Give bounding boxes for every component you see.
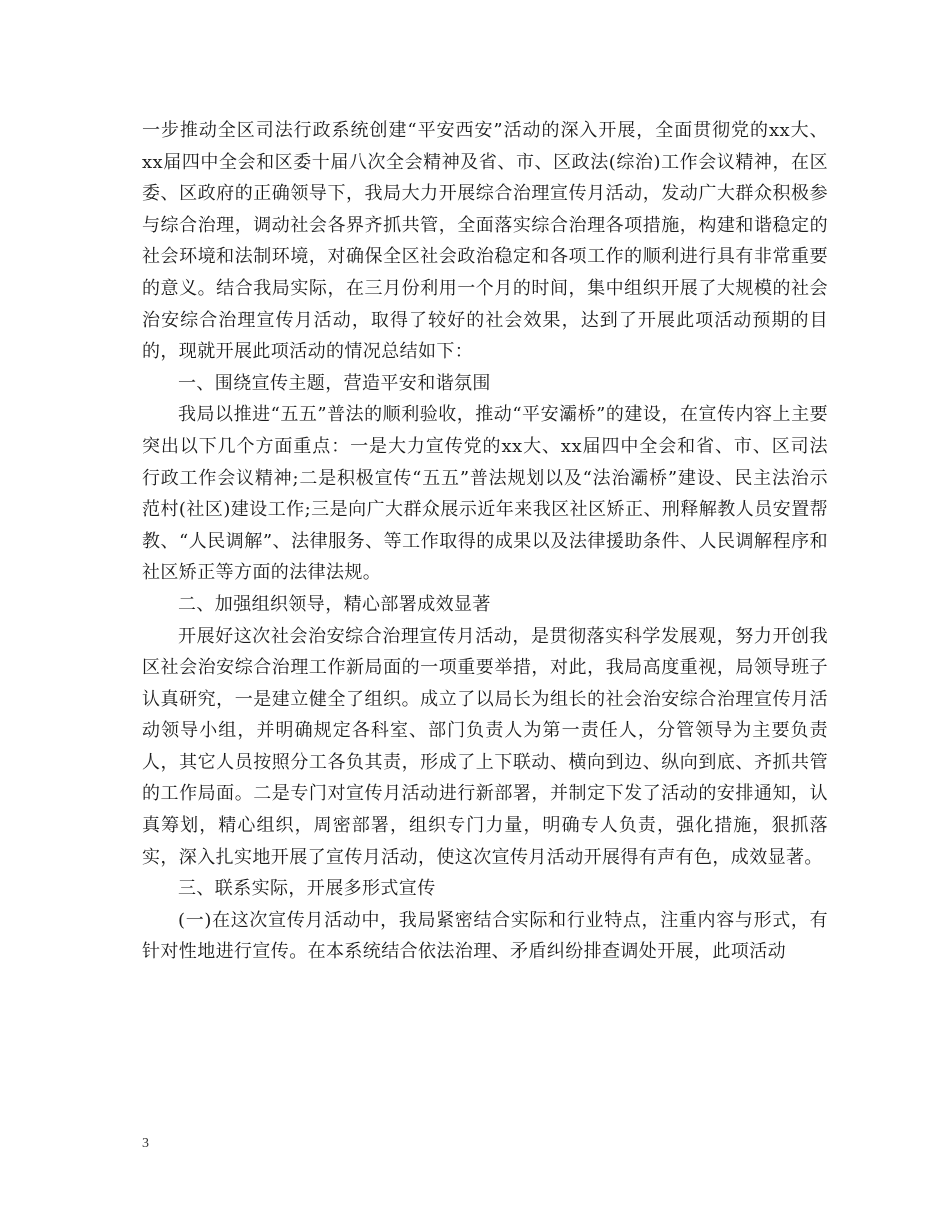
paragraph-section-1: 我局以推进“五五”普法的顺利验收，推动“平安灞桥”的建设，在宣传内容上主要突出以下几个方面重点：一是大力宣传党的xx大、xx届四中全会和省、市、区司法行政工作会议精神;二是积极宣传“五五”普法规划以及“法治灞桥”建设、民主法治示范村(社区)建设工作;三是向广大群众展示近年来我区社区矫正、刑释解教人员安置帮教、“人民调解”、法律服务、等工作取得的成果以及法律援助条件、人民调解程序和社区矫正等方面的法律法规。 — [142, 404, 828, 584]
paragraph-section-2: 开展好这次社会治安综合治理宣传月活动，是贯彻落实科学发展观，努力开创我区社会治安综合治理工作新局面的一项重要举措，对此，我局高度重视，局领导班子认真研究，一是建立健全了组织。成立了以局长为组长的社会治安综合治理宣传月活动领导小组，并明确规定各科室、部门负责人为第一责任人，分管领导为主要负责人，其它人员按照分工各负其责，形成了上下联动、横向到边、纵向到底、齐抓共管的工作局面。二是专门对宣传月活动进行新部署，并制定下发了活动的安排通知，认真筹划，精心组织，周密部署，组织专门力量，明确专人负责，强化措施，狠抓落实，深入扎实地开展了宣传月活动，使这次宣传月活动开展得有声有色，成效显著。 — [142, 625, 828, 868]
paragraph-intro: 一步推动全区司法行政系统创建“平安西安”活动的深入开展，全面贯彻党的xx大、xx届四中全会和区委十届八次全会精神及省、市、区政法(综治)工作会议精神，在区委、区政府的正确领导下，我局大力开展综合治理宣传月活动，发动广大群众积极参与综合治理，调动社会各界齐抓共管，全面落实综合治理各项措施，构建和谐稳定的社会环境和法制环境，对确保全区社会政治稳定和各项工作的顺利进行具有非常重要的意义。结合我局实际，在三月份利用一个月的时间，集中组织开展了大规模的社会治安综合治理宣传月活动，取得了较好的社会效果，达到了开展此项活动预期的目的，现就开展此项活动的情况总结如下： — [142, 120, 828, 363]
section-heading-1: 一、围绕宣传主题，营造平安和谐氛围 — [178, 372, 491, 394]
paragraph-section-3: (一)在这次宣传月活动中，我局紧密结合实际和行业特点，注重内容与形式，有针对性地进行宣传。在本系统结合依法治理、矛盾纠纷排查调处开展，此项活动 — [142, 909, 828, 963]
section-heading-3: 三、联系实际，开展多形式宣传 — [178, 878, 436, 900]
section-heading-2: 二、加强组织领导，精心部署成效显著 — [178, 593, 491, 615]
page-number: 3 — [142, 1136, 149, 1151]
document-body — [142, 115, 828, 968]
